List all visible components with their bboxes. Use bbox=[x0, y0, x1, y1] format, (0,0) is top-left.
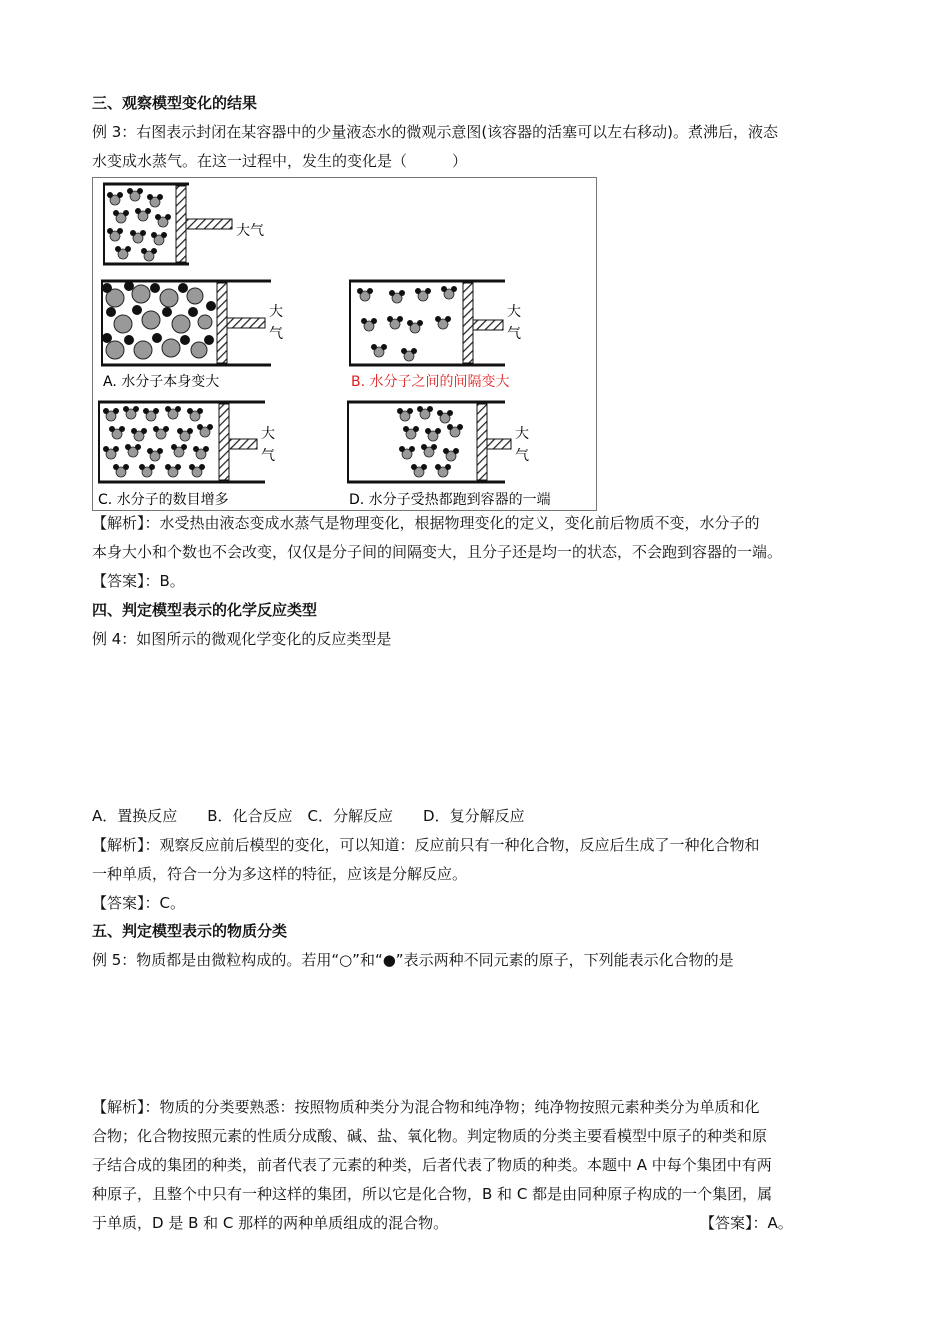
example4-options: A．置换反应 B．化合反应 C．分解反应 D．复分解反应 bbox=[92, 807, 525, 825]
analysis3-line1: 【解析】：水受热由液态变成水蒸气是物理变化，根据物理变化的定义，变化前后物质不变，水分子的 bbox=[92, 514, 760, 532]
original-container bbox=[103, 184, 264, 264]
analysis5-line4: 种原子，且整个中只有一种这样的集团，所以它是化合物，B 和 C 都是由同种原子构成的一个集团，属 bbox=[92, 1185, 773, 1203]
atm-top-c: 大 bbox=[261, 426, 275, 442]
option-b-diagram bbox=[349, 281, 521, 390]
option-a-label: A. 水分子本身变大 bbox=[103, 374, 220, 390]
section4-heading: 四、判定模型表示的化学反应类型 bbox=[92, 601, 318, 619]
option-d-label: D. 水分子受热都跑到容器的一端 bbox=[349, 492, 551, 508]
atm-bottom-a: 气 bbox=[269, 326, 283, 342]
option-c-diagram bbox=[98, 402, 275, 508]
atm-bottom-b: 气 bbox=[507, 326, 521, 342]
water-molecule-figure bbox=[92, 177, 597, 511]
atm-bottom-d: 气 bbox=[515, 448, 529, 464]
section5-heading: 五、判定模型表示的物质分类 bbox=[92, 922, 288, 940]
option-a-diagram bbox=[101, 281, 283, 390]
atm-label-top: 大气 bbox=[236, 223, 264, 239]
analysis5-line1: 【解析】：物质的分类要熟悉：按照物质种类分为混合物和纯净物；纯净物按照元素种类分为单质和化 bbox=[92, 1098, 760, 1116]
example4: 例 4：如图所示的微观化学变化的反应类型是 bbox=[92, 630, 392, 648]
analysis5-line3: 子结合成的集团的种类，前者代表了元素的种类，后者代表了物质的种类。本题中 A 中每个集团中有两 bbox=[92, 1156, 772, 1174]
atm-top-b: 大 bbox=[507, 304, 521, 320]
example3-line2: 水变成水蒸气。在这一过程中，发生的变化是（ ） bbox=[92, 152, 468, 170]
example5: 例 5：物质都是由微粒构成的。若用“○”和“●”表示两种不同元素的原子，下列能表示化合物的是 bbox=[92, 951, 734, 969]
option-d-diagram bbox=[347, 402, 551, 508]
analysis4-line1: 【解析】：观察反应前后模型的变化，可以知道：反应前只有一种化合物，反应后生成了一种化合物和 bbox=[92, 836, 760, 854]
atm-top-d: 大 bbox=[515, 426, 529, 442]
atm-bottom-c: 气 bbox=[261, 448, 275, 464]
analysis5-line2: 合物；化合物按照元素的性质分成酸、碱、盐、氧化物。判定物质的分类主要看模型中原子的种类和原 bbox=[92, 1127, 768, 1145]
answer4: 【答案】：C。 bbox=[92, 894, 185, 912]
option-c-label: C. 水分子的数目增多 bbox=[98, 492, 229, 508]
answer3: 【答案】：B。 bbox=[92, 572, 185, 590]
example3-line1: 例 3：右图表示封闭在某容器中的少量液态水的微观示意图(该容器的活塞可以左右移动)。煮沸后，液态 bbox=[92, 123, 779, 141]
analysis5-line5: 于单质，D 是 B 和 C 那样的两种单质组成的混合物。 bbox=[92, 1214, 449, 1232]
atm-top-a: 大 bbox=[269, 304, 283, 320]
answer5: 【答案】：A。 bbox=[700, 1214, 793, 1232]
section3-heading: 三、观察模型变化的结果 bbox=[92, 94, 258, 112]
option-b-label: B. 水分子之间的间隔变大 bbox=[351, 374, 510, 390]
analysis4-line2: 一种单质，符合一分为多这样的特征，应该是分解反应。 bbox=[92, 865, 468, 883]
analysis3-line2: 本身大小和个数也不会改变，仅仅是分子间的间隔变大，且分子还是均一的状态，不会跑到容器的一端。 bbox=[92, 543, 783, 561]
